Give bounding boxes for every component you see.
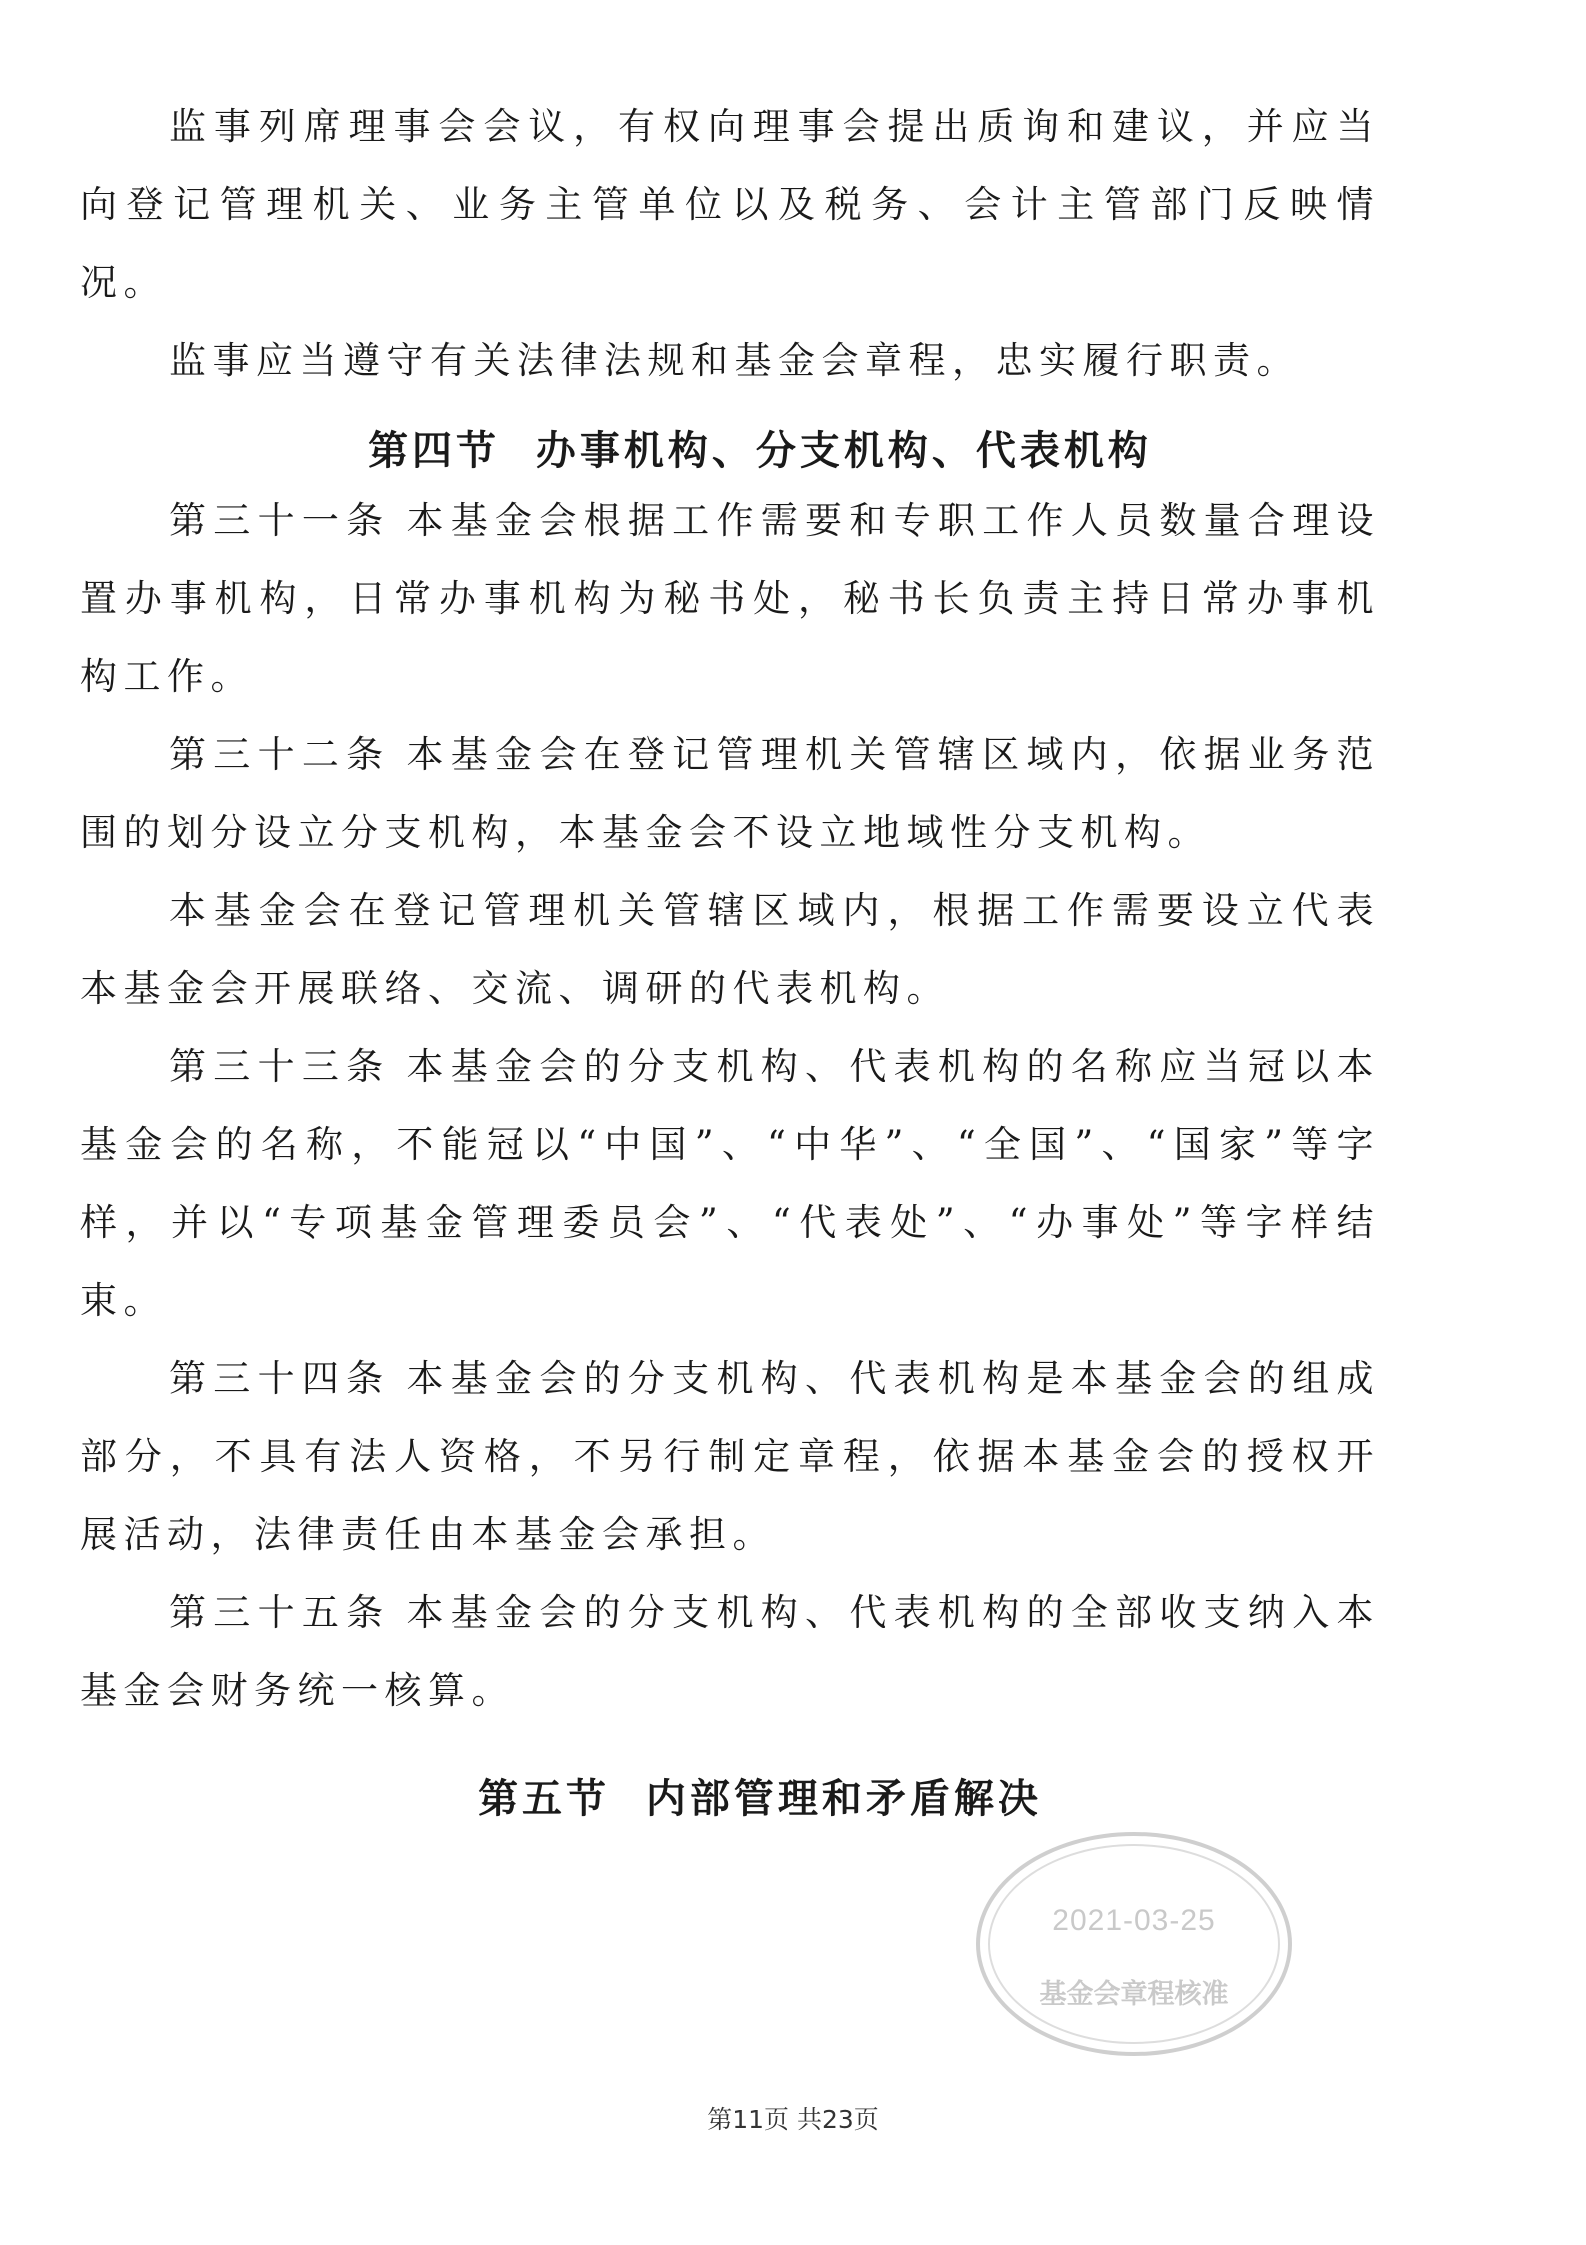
- section-5-heading: 第五节 内部管理和矛盾解决: [478, 1775, 1042, 1822]
- article-31: [80, 482, 1380, 716]
- document-body: [80, 88, 1380, 1824]
- article-31-number: 第三十一条: [169, 499, 391, 542]
- article-31-text: 本基金会根据工作需要和专职工作人员数量合理设置办事机构，日常办事机构为秘书处，秘书长负责主持日常办事机构工作。: [80, 499, 1381, 698]
- stamp-date: 2021-03-25: [1052, 1904, 1216, 1937]
- paragraph-supervisor-duties: 监事应当遵守有关法律法规和基金会章程，忠实履行职责。: [169, 339, 1300, 382]
- article-34-number: 第三十四条: [169, 1357, 391, 1400]
- article-35-text: 本基金会的分支机构、代表机构的全部收支纳入本基金会财务统一核算。: [80, 1591, 1381, 1712]
- stamp-text: 基金会章程核准: [1039, 1979, 1229, 2010]
- article-33: [80, 1028, 1380, 1340]
- article-34: [80, 1340, 1380, 1574]
- article-32-text: 本基金会在登记管理机关管辖区域内，依据业务范围的划分设立分支机构，本基金会不设立地域性分支机构。: [80, 733, 1381, 854]
- section-4-heading: 第四节 办事机构、分支机构、代表机构: [368, 427, 1152, 474]
- article-32: [80, 716, 1380, 872]
- article-35: [80, 1574, 1380, 1730]
- paragraph-supervisor-rights: 监事列席理事会会议，有权向理事会提出质询和建议，并应当向登记管理机关、业务主管单位以及税务、会计主管部门反映情况。: [80, 105, 1380, 304]
- approval-stamp: [976, 1832, 1292, 2056]
- article-32-number: 第三十二条: [169, 733, 391, 776]
- article-33-number: 第三十三条: [169, 1045, 391, 1088]
- article-33-text: 本基金会的分支机构、代表机构的名称应当冠以本基金会的名称，不能冠以“中国”、“中华”、“全国”、“国家”等字样，并以“专项基金管理委员会”、“代表处”、“办事处”等字样结束。: [80, 1045, 1381, 1322]
- article-35-number: 第三十五条: [169, 1591, 391, 1634]
- article-34-text: 本基金会的分支机构、代表机构是本基金会的组成部分，不具有法人资格，不另行制定章程，依据本基金会的授权开展活动，法律责任由本基金会承担。: [80, 1357, 1381, 1556]
- page-footer: 第11页 共23页: [707, 2105, 879, 2134]
- article-32-paragraph-2: 本基金会在登记管理机关管辖区域内，根据工作需要设立代表本基金会开展联络、交流、调研的代表机构。: [80, 889, 1380, 1010]
